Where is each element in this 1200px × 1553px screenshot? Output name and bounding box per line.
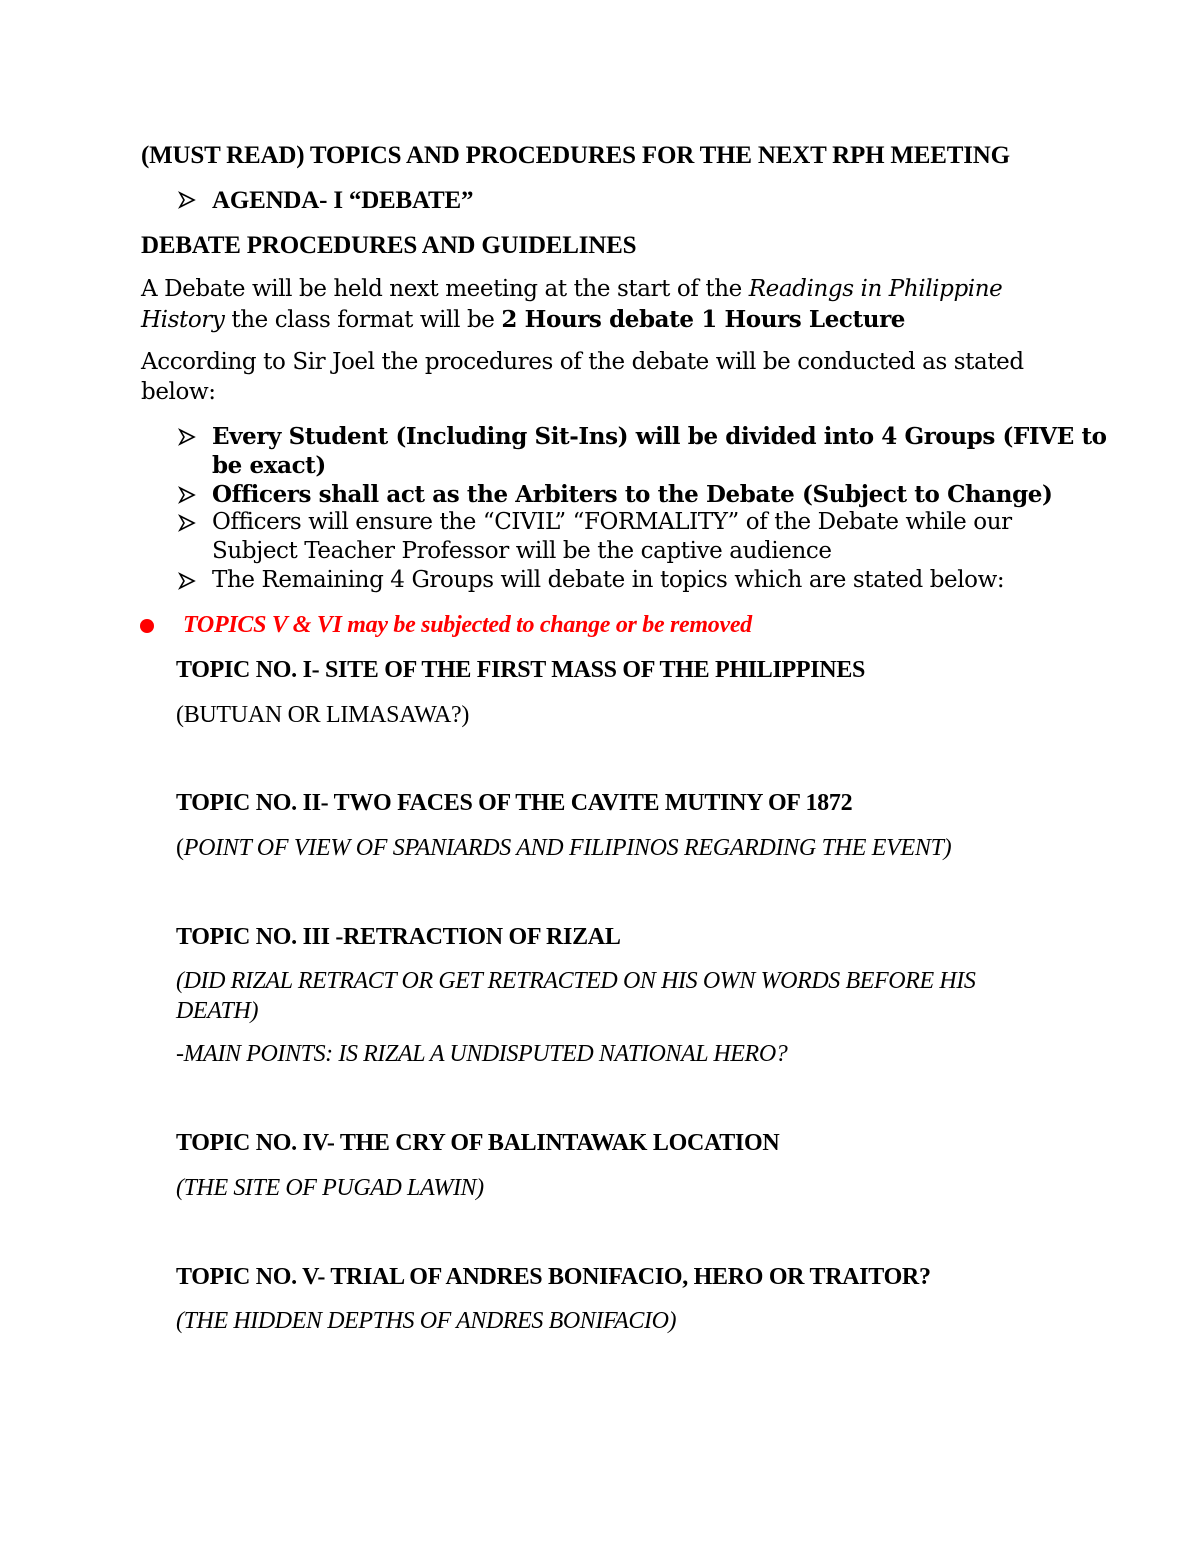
section-heading: DEBATE PROCEDURES AND GUIDELINES [141, 232, 637, 259]
topic-3-description-line-1: (DID RIZAL RETRACT OR GET RETRACTED ON HIS OWN WORDS BEFORE HIS [176, 968, 976, 994]
intro-line-1 [141, 275, 1002, 304]
arrow-bullet-icon [178, 572, 196, 590]
agenda-item: AGENDA- I “DEBATE” [212, 187, 474, 214]
topic-5-description: (THE HIDDEN DEPTHS OF ANDRES BONIFACIO) [176, 1308, 677, 1334]
arrow-bullet-icon [178, 514, 196, 532]
bullet-2: Officers shall act as the Arbiters to the Debate (Subject to Change) [212, 481, 1053, 508]
topic-2-open-paren: ( [176, 835, 184, 861]
topic-3-main-points: -MAIN POINTS: IS RIZAL A UNDISPUTED NATIONAL HERO? [176, 1041, 788, 1067]
topic-1-description: (BUTUAN OR LIMASAWA?) [176, 702, 470, 728]
intro-italic-1: Readings in Philippine [748, 276, 1003, 302]
intro-bold: 2 Hours debate 1 Hours Lecture [501, 306, 906, 333]
topic-5-heading: TOPIC NO. V- TRIAL OF ANDRES BONIFACIO, HERO OR TRAITOR? [176, 1264, 931, 1290]
intro-italic-2: History [141, 307, 225, 333]
topic-4-description: (THE SITE OF PUGAD LAWIN) [176, 1175, 484, 1201]
bullet-1-line-2: be exact) [212, 452, 326, 479]
topic-2-desc-text: POINT OF VIEW OF SPANIARDS AND FILIPINOS REGARDING THE EVENT) [183, 835, 952, 861]
document-title: (MUST READ) TOPICS AND PROCEDURES FOR THE NEXT RPH MEETING [141, 142, 1010, 169]
according-line-2: below: [141, 379, 216, 405]
bullet-4: The Remaining 4 Groups will debate in topics which are stated below: [212, 567, 1005, 593]
bullet-3-line-1: Officers will ensure the “CIVIL” “FORMALITY” of the Debate while our [212, 509, 1012, 535]
topic-1-heading: TOPIC NO. I- SITE OF THE FIRST MASS OF THE PHILIPPINES [176, 657, 866, 683]
topics-change-note: TOPICS V & VI may be subjected to change or be removed [183, 612, 752, 638]
intro-text-2: the class format will be [224, 307, 502, 333]
topic-3-description-line-2: DEATH) [176, 998, 259, 1024]
red-dot-bullet-icon [140, 619, 154, 633]
intro-text-1: A Debate will be held next meeting at the start of the [141, 276, 749, 302]
bullet-1-line-1: Every Student (Including Sit-Ins) will be divided into 4 Groups (FIVE to [212, 423, 1107, 450]
bullet-3-line-2: Subject Teacher Professor will be the captive audience [212, 538, 832, 564]
arrow-bullet-icon [178, 428, 196, 446]
topic-2-description [176, 834, 951, 863]
topic-3-heading: TOPIC NO. III -RETRACTION OF RIZAL [176, 924, 621, 950]
arrow-bullet-icon [178, 486, 196, 504]
topic-2-heading: TOPIC NO. II- TWO FACES OF THE CAVITE MUTINY OF 1872 [176, 790, 853, 816]
arrow-bullet-icon [178, 191, 196, 209]
intro-line-2 [141, 305, 905, 335]
according-line-1: According to Sir Joel the procedures of the debate will be conducted as stated [141, 349, 1024, 375]
topic-4-heading: TOPIC NO. IV- THE CRY OF BALINTAWAK LOCATION [176, 1130, 780, 1156]
